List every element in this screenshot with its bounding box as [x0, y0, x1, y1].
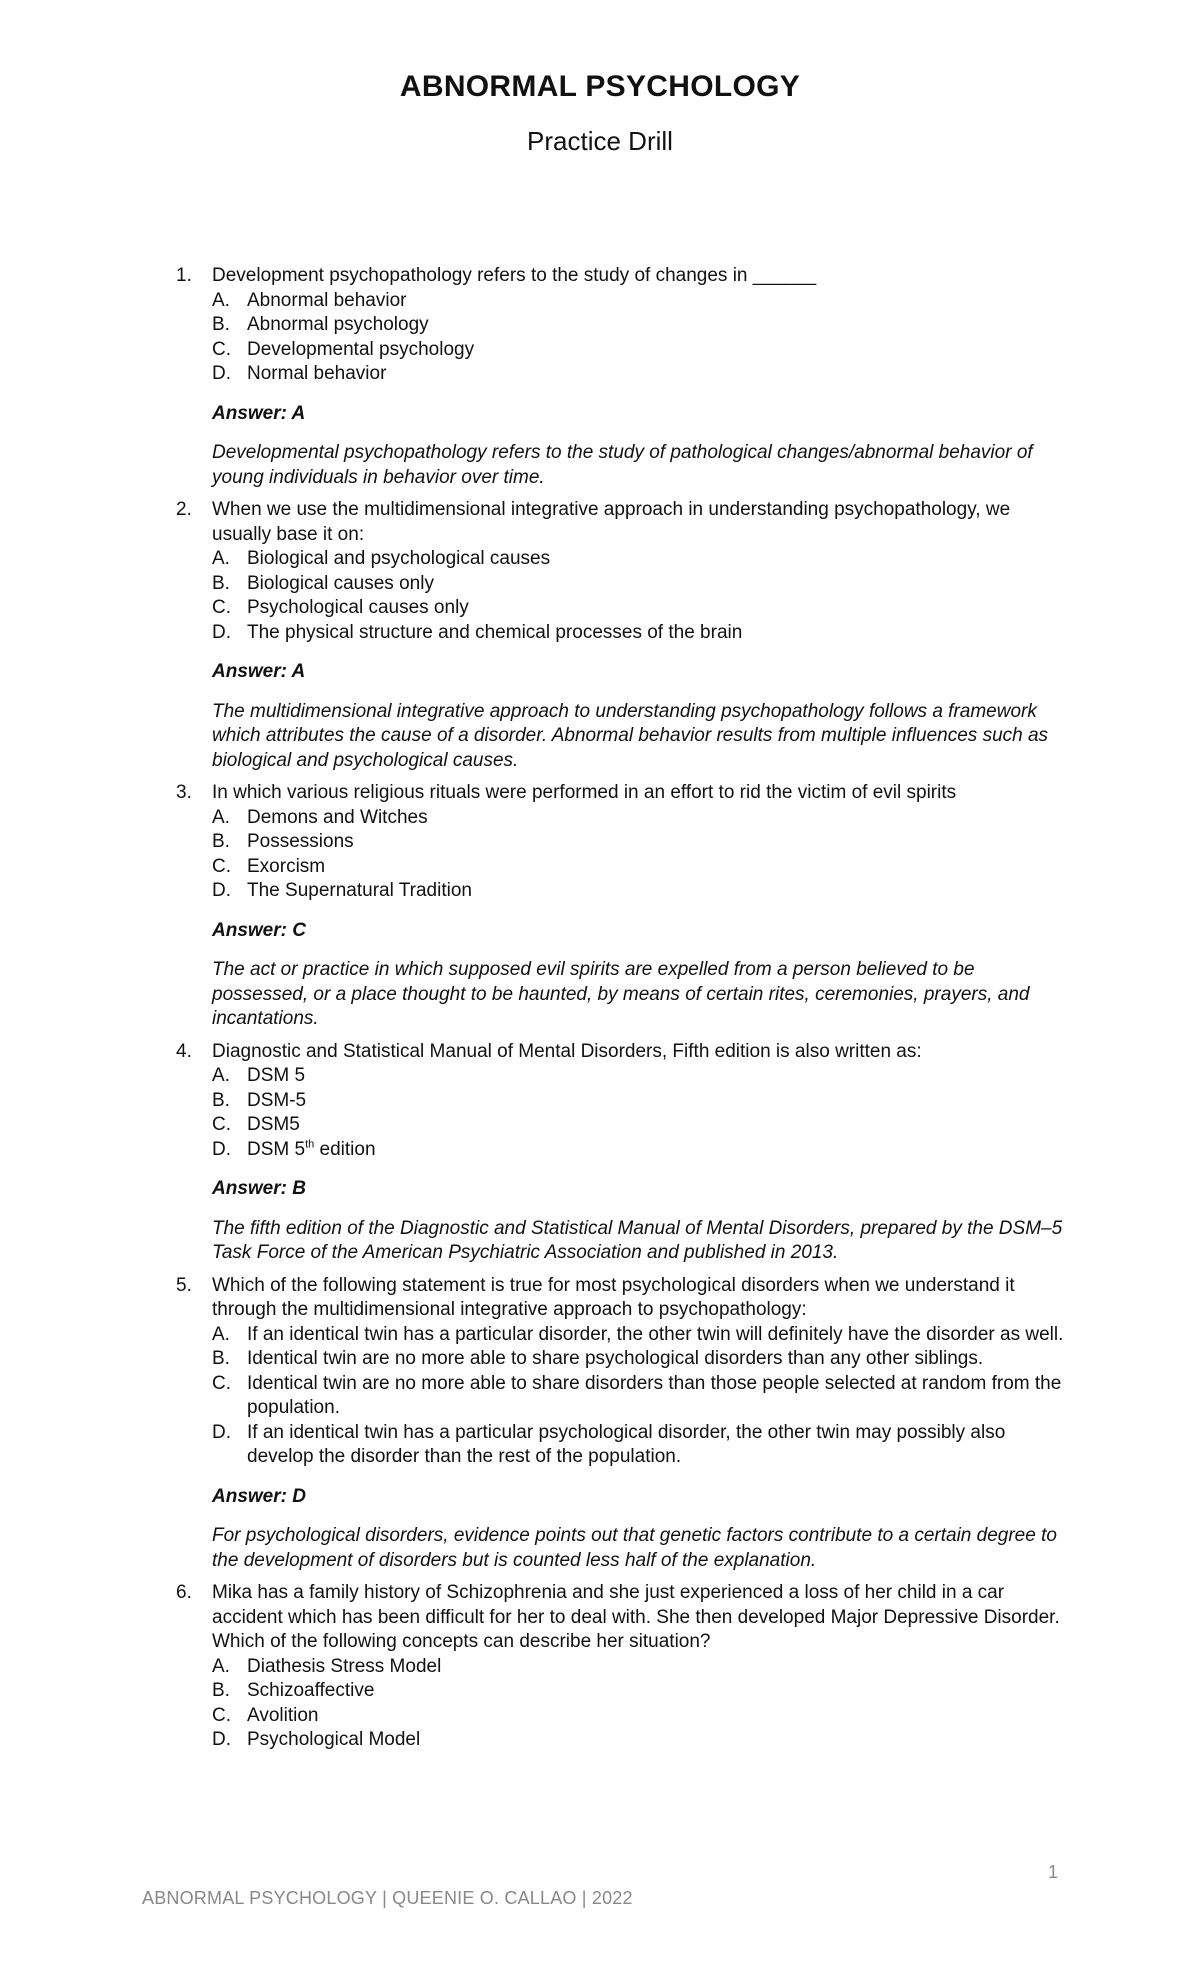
question-number: 6. [176, 1582, 192, 1603]
question-text: When we use the multidimensional integrative approach in understanding psychopathology, we usually base it on: [212, 499, 1011, 545]
option-letter: D. [212, 1729, 231, 1750]
option-letter: D. [212, 1421, 231, 1443]
option-text: Schizoaffective [247, 1680, 375, 1701]
option-letter: A. [212, 1065, 230, 1086]
answer-option [212, 547, 1070, 572]
answer-option [212, 830, 1070, 855]
option-superscript: th [305, 1138, 315, 1151]
answer-option [212, 1679, 1070, 1704]
answer-option [212, 338, 1070, 363]
answer-key: Answer: A [212, 402, 306, 424]
option-letter: C. [212, 1372, 231, 1394]
option-text: DSM-5 [247, 1089, 307, 1111]
answer-option [212, 806, 1070, 831]
option-text: Exorcism [247, 855, 326, 877]
option-letter: B. [212, 1680, 230, 1701]
answer-option [212, 1323, 1070, 1348]
option-letter: D. [212, 1138, 231, 1160]
question-item [0, 1274, 1200, 1574]
option-letter: A. [212, 548, 230, 569]
option-text: Abnormal behavior [247, 289, 407, 311]
option-letter: A. [212, 1655, 230, 1677]
option-text: Normal behavior [247, 363, 387, 384]
option-letter: A. [212, 289, 230, 311]
option-text: Possessions [247, 831, 354, 852]
answer-option [212, 855, 1070, 880]
option-letter: A. [212, 1323, 230, 1345]
option-letter: C. [212, 855, 231, 877]
answer-option [212, 289, 1070, 314]
option-letter: C. [212, 1114, 231, 1135]
question-text: Diagnostic and Statistical Manual of Mental Disorders, Fifth edition is also written as: [212, 1040, 922, 1062]
answer-option [212, 1347, 1070, 1372]
answer-explanation: The act or practice in which supposed evil spirits are expelled from a person believed to be possessed, or a place thought to be haunted, by means of certain rites, ceremonies, prayers, and incantations. [212, 959, 1030, 1029]
question-number: 5. [176, 1274, 192, 1296]
question-number: 4. [176, 1040, 192, 1062]
answer-option [212, 572, 1070, 597]
answer-explanation: The fifth edition of the Diagnostic and Statistical Manual of Mental Disorders, prepared by the DSM–5 Task Force of the American Psychiatric Association and published in 2013. [212, 1217, 1063, 1263]
question-list [0, 264, 1200, 1761]
option-text: Identical twin are no more able to share disorders than those people selected at random from the population. [247, 1372, 1062, 1418]
question-text: Which of the following statement is true for most psychological disorders when we understand it through the multidimensional integrative approach to psychopathology: [212, 1274, 1015, 1320]
question-text: Development psychopathology refers to the study of changes in ______ [212, 265, 817, 286]
option-letter: D. [212, 363, 231, 384]
option-letter: B. [212, 831, 230, 852]
answer-option [212, 1138, 1070, 1163]
option-letter: D. [212, 880, 231, 901]
option-letter: B. [212, 314, 230, 335]
option-letter: A. [212, 806, 230, 828]
option-letter: D. [212, 621, 231, 643]
answer-option [212, 1704, 1070, 1729]
page-subtitle: Practice Drill [527, 126, 673, 156]
option-letter: C. [212, 338, 231, 360]
answer-explanation: For psychological disorders, evidence points out that genetic factors contribute to a certain degree to the development of disorders but is counted less half of the explanation. [212, 1525, 1057, 1571]
answer-option [212, 621, 1070, 646]
answer-option [212, 1064, 1070, 1089]
question-number: 3. [176, 782, 192, 803]
option-text: Biological causes only [247, 572, 434, 594]
question-item [0, 264, 1200, 490]
question-item [0, 1581, 1200, 1753]
option-text: DSM 5 [247, 1065, 306, 1086]
option-letter: C. [212, 1704, 231, 1726]
page-footer: ABNORMAL PSYCHOLOGY | QUEENIE O. CALLAO | 2022 [142, 1888, 633, 1908]
option-text: Diathesis Stress Model [247, 1655, 442, 1677]
answer-option [212, 313, 1070, 338]
question-text: In which various religious rituals were performed in an effort to rid the victim of evil spirits [212, 782, 957, 803]
question-number: 1. [176, 265, 192, 286]
option-text: DSM5 [247, 1114, 300, 1135]
answer-option [212, 1421, 1070, 1470]
answer-option [212, 1089, 1070, 1114]
answer-option [212, 1728, 1070, 1753]
answer-option [212, 1655, 1070, 1680]
option-text: The physical structure and chemical processes of the brain [247, 621, 743, 643]
option-letter: B. [212, 1089, 230, 1111]
answer-explanation: The multidimensional integrative approach to understanding psychopathology follows a framework which attributes the cause of a disorder. Abnormal behavior results from multiple influences such as biological and psychological causes. [212, 700, 1049, 771]
option-text: Demons and Witches [247, 806, 428, 828]
option-text: Identical twin are no more able to share psychological disorders than any other siblings. [247, 1348, 984, 1369]
answer-key: Answer: C [212, 919, 306, 941]
option-letter: B. [212, 1348, 230, 1369]
option-text: Biological and psychological causes [247, 548, 551, 569]
answer-option [212, 1372, 1070, 1421]
option-text-suffix: edition [314, 1138, 376, 1160]
question-item [0, 1040, 1200, 1266]
option-text: DSM 5 [247, 1138, 306, 1160]
option-text: Developmental psychology [247, 338, 475, 360]
answer-key: Answer: B [212, 1178, 306, 1199]
option-text: Psychological Model [247, 1729, 421, 1750]
answer-option [212, 596, 1070, 621]
option-letter: B. [212, 572, 230, 594]
question-number: 2. [176, 499, 192, 520]
option-text: Avolition [247, 1704, 319, 1726]
answer-option [212, 1113, 1070, 1138]
answer-option [212, 362, 1070, 387]
answer-key: Answer: A [212, 661, 306, 682]
question-item [0, 498, 1200, 773]
question-text: Mika has a family history of Schizophrenia and she just experienced a loss of her child in a car accident which has been difficult for her to deal with. She then developed Major Depressive Disorder. Which of the following concepts can describe her situation? [212, 1582, 1060, 1652]
option-text: Abnormal psychology [247, 314, 429, 335]
page-number: 1 [1047, 1862, 1058, 1882]
page-title: ABNORMAL PSYCHOLOGY [399, 70, 801, 103]
answer-explanation: Developmental psychopathology refers to the study of pathological changes/abnormal behavior of young individuals in behavior over time. [212, 442, 1033, 488]
option-text: If an identical twin has a particular disorder, the other twin will definitely have the disorder as well. [247, 1323, 1064, 1345]
answer-option [212, 879, 1070, 904]
answer-key: Answer: D [212, 1485, 306, 1507]
question-item [0, 781, 1200, 1032]
option-letter: C. [212, 597, 231, 618]
option-text: The Supernatural Tradition [247, 880, 472, 901]
option-text: Psychological causes only [247, 597, 469, 618]
option-text: If an identical twin has a particular psychological disorder, the other twin may possibly also develop the disorder than the rest of the population. [247, 1421, 1006, 1467]
